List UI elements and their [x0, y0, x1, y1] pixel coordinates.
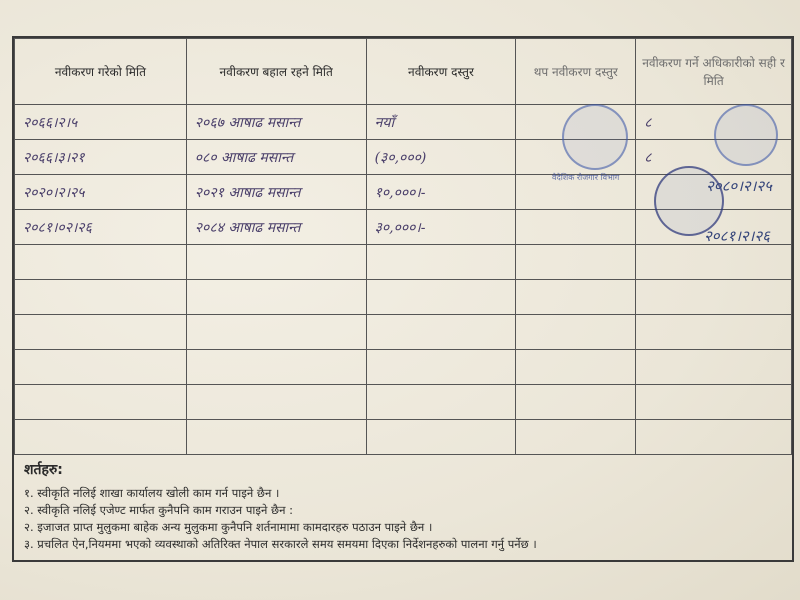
cell-valid-until: २०८४ आषाढ मसान्त: [186, 210, 366, 245]
cell-renewed-date: २०६६।२।५: [15, 105, 187, 140]
cell-renewed-date: [15, 245, 187, 280]
officer-stamp-seal: [714, 104, 778, 166]
header-officer-signature: नवीकरण गर्ने अधिकारीको सही र मिति: [636, 39, 792, 105]
cell-additional-fee: [516, 385, 636, 420]
cell-renewed-date: २०८१।०२।२६: [15, 210, 187, 245]
table-row: [15, 385, 792, 420]
header-valid-until: नवीकरण बहाल रहने मिति: [186, 39, 366, 105]
office-stamp-label: वैदेशिक रोजगार विभाग: [552, 173, 620, 182]
cell-valid-until: २०२१ आषाढ मसान्त: [186, 175, 366, 210]
cell-renewed-date: [15, 315, 187, 350]
table-row: [15, 105, 792, 140]
header-renewal-fee: नवीकरण दस्तुर: [366, 39, 516, 105]
cell-valid-until: [186, 385, 366, 420]
table-row: [15, 350, 792, 385]
renewal-table: [14, 38, 792, 455]
cell-officer-signature: [636, 315, 792, 350]
cell-additional-fee: [516, 315, 636, 350]
cell-additional-fee: [516, 210, 636, 245]
cell-valid-until: ०८० आषाढ मसान्त: [186, 140, 366, 175]
header-renewed-date: नवीकरण गरेको मिति: [15, 39, 187, 105]
cell-renewal-fee: १०,०००।-: [366, 175, 516, 210]
cell-renewed-date: २०२०।२।२५: [15, 175, 187, 210]
officer-signature-date-1: २०८०।२।२५: [706, 177, 772, 195]
cell-additional-fee: [516, 245, 636, 280]
cell-renewed-date: [15, 385, 187, 420]
term-item: १. स्वीकृति नलिई शाखा कार्यालय खोली काम गर्न पाइने छैन ।: [24, 486, 280, 500]
term-item: २. स्वीकृति नलिई एजेण्ट मार्फत कुनैपनि काम गराउन पाइने छैन :: [24, 503, 293, 517]
table-row: [15, 245, 792, 280]
cell-renewal-fee: (३०,०००): [366, 140, 516, 175]
cell-valid-until: [186, 350, 366, 385]
cell-renewed-date: [15, 280, 187, 315]
term-item: २. इजाजत प्राप्त मुलुकमा बाहेक अन्य मुलुकमा कुनैपनि शर्तनामामा कामदारहरु पठाउन पाइने छैन ।: [24, 520, 433, 534]
cell-officer-signature: [636, 420, 792, 455]
cell-renewal-fee: नयाँ: [366, 105, 516, 140]
cell-renewal-fee: ३०,०००।-: [366, 210, 516, 245]
header-additional-fee: थप नवीकरण दस्तुर: [516, 39, 636, 105]
cell-renewal-fee: [366, 350, 516, 385]
cell-officer-signature: ८: [636, 105, 792, 140]
cell-renewed-date: [15, 350, 187, 385]
table-row: [15, 280, 792, 315]
cell-valid-until: [186, 420, 366, 455]
officer-signature-date-2: २०८१।२।२६: [704, 227, 770, 245]
office-stamp-seal: [562, 104, 628, 170]
cell-valid-until: [186, 315, 366, 350]
cell-officer-signature: [636, 245, 792, 280]
cell-renewed-date: [15, 420, 187, 455]
cell-renewal-fee: [366, 245, 516, 280]
cell-renewed-date: २०६६।३।२१: [15, 140, 187, 175]
term-item: ३. प्रचलित ऐन,नियममा भएको व्यवस्थाको अतिरिक्त नेपाल सरकारले समय समयमा दिएका निर्देशनहरुको पालना गर्नु पर्नेछ ।: [24, 537, 537, 551]
cell-additional-fee: [516, 420, 636, 455]
terms-section: [24, 460, 784, 553]
table-row: [15, 420, 792, 455]
cell-valid-until: [186, 245, 366, 280]
cell-officer-signature: [636, 280, 792, 315]
table-header-row: [15, 39, 792, 105]
table-row: [15, 315, 792, 350]
cell-renewal-fee: [366, 280, 516, 315]
cell-additional-fee: [516, 280, 636, 315]
cell-additional-fee: [516, 350, 636, 385]
cell-officer-signature: [636, 350, 792, 385]
cell-officer-signature: [636, 385, 792, 420]
cell-renewal-fee: [366, 315, 516, 350]
cell-renewal-fee: [366, 385, 516, 420]
cell-valid-until: [186, 280, 366, 315]
cell-renewal-fee: [366, 420, 516, 455]
cell-officer-signature: ८: [636, 140, 792, 175]
renewal-record-sheet: [12, 36, 794, 562]
cell-valid-until: २०६७ आषाढ मसान्त: [186, 105, 366, 140]
terms-title: शर्तहरु:: [24, 462, 63, 478]
